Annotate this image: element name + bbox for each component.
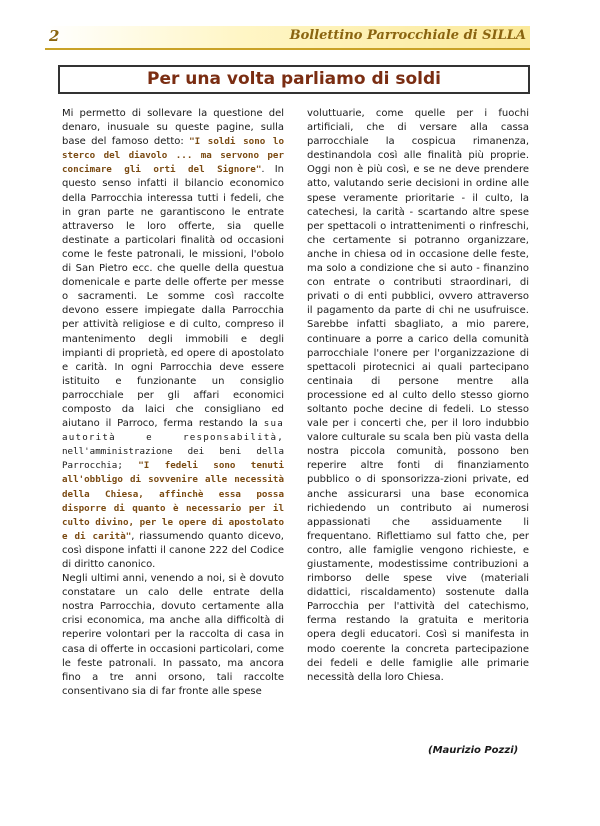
quote-canone: "I fedeli sono tenuti all'obbligo di sovvenire alle necessità della Chiesa, affinchè essa possa disporre di quanto è necessario per il culto divino, per le opere di apostolato e di carità" [62,460,284,542]
text-span: , riassumendo quanto dicevo, così dispone infatti il canone 222 del Codice di diritto canonico. [62,530,284,570]
text-span-mono: nell'amministrazione dei beni della Parrocchia; [62,446,284,472]
left-paragraph-1 [62,107,284,572]
left-paragraph-2: Negli ultimi anni, venendo a noi, si è dovuto constatare un calo delle entrate della nostra Parrocchia, dovuto certamente alla crisi economica, ma anche alla difficoltà di reperire volontari per la raccolta di casa in casa di offerte in occasioni particolari, come le feste patronali. In passato, ma ancora fino a tre anni orsono, tali raccolte consentivano sia di far fronte alle spese [62,573,284,697]
article-title-box [58,65,530,94]
text-span-spaced: sua autorità e responsabilità, [62,418,284,444]
right-paragraph-1: voluttuarie, come quelle per i fuochi artificiali, che di versare alla cassa parrocchiale la cospicua rimanenza, destinandola così alle finalità più proprie. Oggi non è più così, e se ne deve prendere atto, valutando serie decisioni in ordine alle spese veramente prioritarie - il culto, la catechesi, la carità - scartando altre spese per spettacoli o intrattenimenti o rinfreschi, che certamente si potranno organizzare, anche in chiesa od in occasione delle feste, ma solo a condizione che si auto - finanzino con entrate o contributi straordinari, di privati o di enti pubblici, ovvero attraverso il pagamento da parte di chi ne usufruisce. Sarebbe infatti sbagliato, a mio parere, continuare a porre a carico della comunità parrocchiale l'onere per l'organizzazione di spettacoli pirotecnici ai quali partecipano centinaia di persone mentre alla processione ed al culto dello stesso giorno soltanto poche decine di fedeli. Lo stesso vale per i concerti che, per il loro indubbio valore culturale su scala ben più vasta della nostra piccola comunità, possono ben reperire altre fonti di finanziamento pubblico o di sponsorizza-zioni private, ed anche assicurarsi una base economica richiedendo un contributo ai numerosi appassionati che assiduamente li frequentano. Riflettiamo sul fatto che, per contro, alle famiglie vengono richieste, e giustamente, modestissime contribuzioni a rimborso delle spese vive (materiali didattici, riscaldamento) sostenute dalla Parrocchia per l'attività del catechismo, ferma restando la gratuita e meritoria opera degli educatori. Così si manifesta in modo coerente la concreta partecipazione dei fedeli e delle famiglie alle primarie necessità della loro Chiesa. [307,108,529,683]
publication-title: Bollettino Parrocchiale di SILLA [289,28,526,43]
right-column [307,107,529,685]
text-span: Mi permetto di sollevare la questione del denaro, inusuale su queste pagine, sulla base del famoso detto: [62,108,284,148]
left-column [62,107,284,699]
text-span: . In questo senso infatti il bilancio economico della Parrocchia interessa tutti i fedeli, che in gran parte ne garantiscono le entrate attraverso le loro offerte, sia quelle destinate a particolari finalità od occasioni come le feste patronali, le missioni, l'obolo di San Pietro ecc. che quelle della questua domenicale e parte delle offerte per messe o sacramenti. Le somme così raccolte devono essere impiegate dalla Parrocchia per attività religiose e di culto, compreso il mantenimento degli immobili e degli impianti di proprietà, ed opere di apostolato e carità. In ogni Parrocchia deve essere istituito e funzionante un consiglio parrocchiale per gli affari economici composto da laici che consigliano ed aiutano il Parroco, ferma restando la [62,164,284,430]
page-header [45,26,530,50]
article-title: Per una volta parliamo di soldi [147,69,441,89]
author-signature: (Maurizio Pozzi) [428,745,519,756]
quote-sterco: "I soldi sono lo sterco del diavolo ... ma servono per concimare gli orti del Signore" [62,136,284,176]
page-number: 2 [49,27,60,45]
